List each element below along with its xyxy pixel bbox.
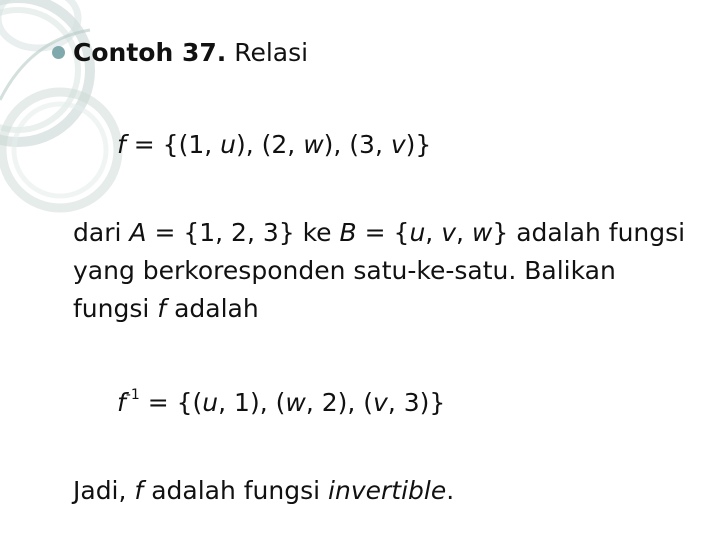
relation-mid2: ), (3, (323, 130, 383, 159)
paragraph-f: f (157, 294, 167, 323)
heading-line (73, 38, 308, 68)
heading-label: Contoh 37. (73, 38, 227, 67)
paragraph-adalah: adalah (174, 294, 259, 323)
relation-u: u (220, 130, 236, 159)
inverse-mid1: , 1), ( (218, 388, 286, 417)
paragraph-line-1 (73, 218, 685, 248)
inverse-post: , 3)} (387, 388, 446, 417)
paragraph-line-2 (73, 256, 616, 286)
inverse-v: v (373, 388, 388, 417)
relation-fn: f (117, 130, 126, 159)
relation-post: )} (405, 130, 432, 159)
paragraph-w: w (471, 218, 493, 247)
paragraph-comma-2: , (456, 218, 464, 247)
paragraph-set-open: = { (364, 218, 410, 247)
inverse-w: w (285, 388, 306, 417)
relation-v: v (390, 130, 406, 159)
conclusion-line (73, 476, 454, 506)
paragraph-fungsi: fungsi (73, 294, 150, 323)
paragraph-comma-1: , (425, 218, 434, 247)
relation-line (117, 130, 431, 160)
conclusion-mid: adalah fungsi (151, 476, 321, 505)
conclusion-f: f (134, 476, 144, 505)
relation-w: w (303, 130, 324, 159)
paragraph-u: u (409, 218, 426, 247)
conclusion-pre: Jadi, (73, 476, 127, 505)
heading-rest: Relasi (234, 38, 309, 67)
paragraph-line2-text: yang berkoresponden satu-ke-satu. Balikan (73, 256, 616, 285)
inverse-pre: = {( (147, 388, 203, 417)
inverse-line (117, 388, 445, 418)
paragraph-set-a-def: = {1, 2, 3} ke (154, 218, 332, 247)
paragraph-v: v (441, 218, 456, 247)
paragraph-set-b: B (339, 218, 357, 247)
relation-mid1: ), (2, (235, 130, 296, 159)
inverse-u: u (202, 388, 219, 417)
paragraph-dari: dari (73, 218, 122, 247)
relation-pre: = {(1, (133, 130, 213, 159)
conclusion-term: invertible (328, 476, 447, 505)
paragraph-line-3 (73, 294, 259, 324)
inverse-exponent: -1 (125, 387, 140, 403)
inverse-fn: f (117, 388, 126, 417)
circle-bullet-icon (52, 46, 65, 59)
paragraph-line1-end: } adalah fungsi (492, 218, 686, 247)
paragraph-set-a: A (129, 218, 147, 247)
conclusion-period: . (446, 476, 455, 505)
inverse-mid2: , 2), ( (305, 388, 374, 417)
